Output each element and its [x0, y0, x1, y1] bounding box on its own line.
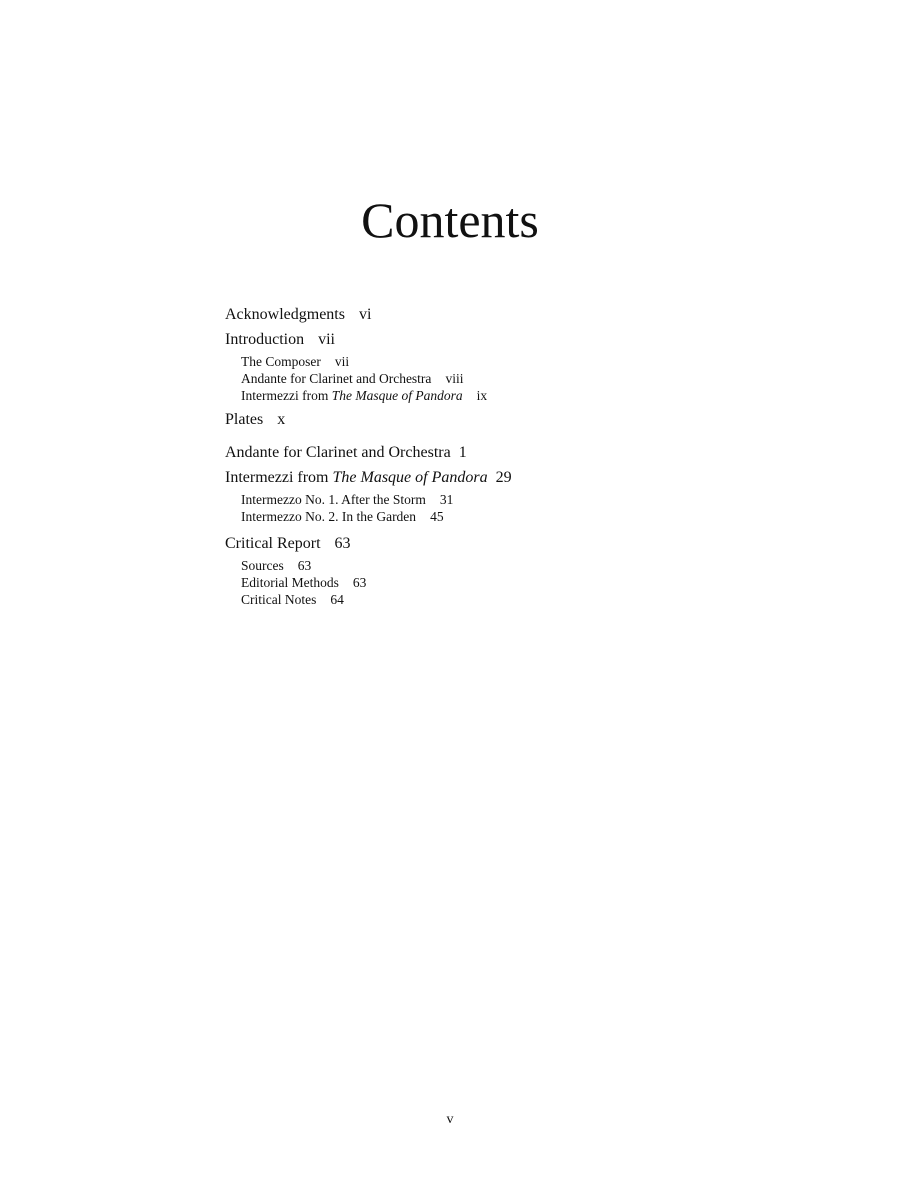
toc-entry-plates[interactable]: [225, 407, 785, 432]
toc-subentry-page: 63: [352, 575, 367, 590]
toc-entry-label: Introduction: [225, 331, 305, 348]
toc-subentries-introduction: [225, 353, 785, 404]
toc-subentry-page: ix: [476, 388, 488, 403]
toc-subentry-label: Intermezzo No. 2. In the Garden: [241, 509, 417, 524]
toc-entry-label: Plates: [225, 411, 264, 428]
toc-subentry-label-italic: The Masque of Pandora: [331, 388, 463, 403]
toc-entry-critical-report[interactable]: [225, 531, 785, 556]
toc-subentry-page: 64: [330, 592, 344, 607]
toc-subentries-intermezzi: [225, 491, 785, 525]
toc-entry-label: Acknowledgments: [225, 306, 345, 323]
toc-subentry-page: 31: [439, 492, 454, 507]
toc-subentry-label: The Composer: [241, 354, 321, 369]
table-of-contents: [225, 302, 785, 611]
toc-entry-introduction[interactable]: [225, 327, 785, 352]
toc-subentry-editorial-methods[interactable]: [241, 574, 785, 591]
toc-entry-label-italic: The Masque of Pandora: [332, 469, 488, 486]
toc-subentry-page: 45: [430, 509, 444, 524]
toc-entry-intermezzi[interactable]: [225, 465, 785, 490]
toc-entry-page: 1: [458, 444, 467, 461]
page-title: Contents: [361, 192, 539, 248]
toc-subentry-the-composer[interactable]: [241, 353, 785, 370]
toc-entry-andante[interactable]: [225, 440, 785, 465]
toc-subentries-critical-report: [225, 557, 785, 608]
toc-entry-label-prefix: Intermezzi from: [225, 469, 333, 486]
toc-subentry-intermezzo-2[interactable]: [241, 508, 785, 525]
toc-subentry-andante-intro[interactable]: [241, 370, 785, 387]
toc-entry-label: Andante for Clarinet and Orchestra: [225, 444, 451, 461]
toc-subentry-label: Sources: [241, 558, 284, 573]
toc-entry-label: Critical Report: [225, 535, 321, 552]
toc-subentry-intermezzo-1[interactable]: [241, 491, 785, 508]
toc-subentry-intermezzi-intro[interactable]: [241, 387, 785, 404]
toc-subentry-label: Critical Notes: [241, 592, 317, 607]
toc-subentry-label: Andante for Clarinet and Orchestra: [241, 371, 432, 386]
toc-entry-acknowledgments[interactable]: [225, 302, 785, 327]
toc-subentry-label-prefix: Intermezzi from: [241, 388, 332, 403]
toc-entry-page: vii: [318, 331, 335, 348]
page-number: v: [446, 1112, 454, 1127]
toc-entry-page: x: [277, 411, 286, 428]
toc-subentry-critical-notes[interactable]: [241, 591, 785, 608]
toc-subentry-sources[interactable]: [241, 557, 785, 574]
toc-entry-page: 29: [495, 469, 512, 486]
toc-subentry-page: vii: [334, 354, 350, 369]
toc-subentry-page: 63: [297, 558, 312, 573]
toc-subentry-label: Intermezzo No. 1. After the Storm: [241, 492, 426, 507]
toc-subentry-label: Editorial Methods: [241, 575, 339, 590]
toc-entry-page: vi: [358, 306, 372, 323]
toc-entry-page: 63: [334, 535, 351, 552]
toc-subentry-page: viii: [445, 371, 464, 386]
